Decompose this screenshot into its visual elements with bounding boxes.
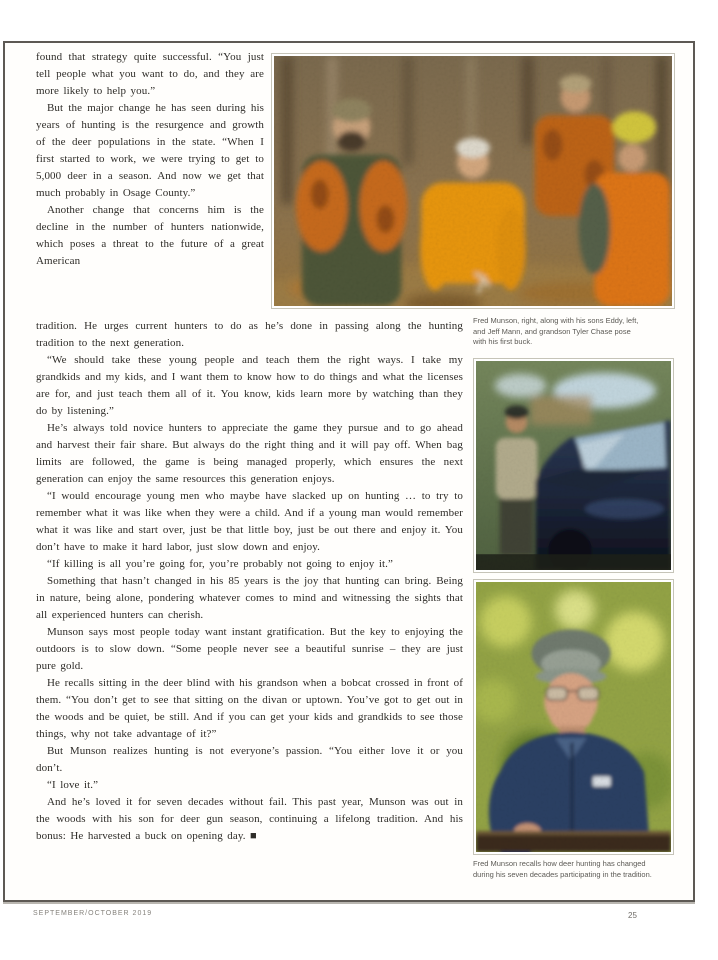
article-paragraph: tradition. He urges current hunters to do as he’s done in passing along the hunting tradition to the next generation.	[36, 320, 463, 349]
article-column-main	[36, 318, 463, 845]
article-paragraph: Munson says most people today want instant gratification. But the key to enjoying the outdoors is to slow down. “Some people never see a beautiful sunrise – they are just pure gold.	[36, 626, 463, 672]
article-paragraph: “We should take these young people and teach them the right ways. I take my grandkids and my kids, and I want them to know how to do things and what the licenses are for, and just teach them all of it. You know, kids learn more by watching than they do by listening.”	[36, 354, 463, 417]
photo-warden-truck	[473, 358, 674, 573]
article-column-left	[36, 49, 264, 270]
article-paragraph: “I would encourage young men who maybe have slacked up on hunting … to try to remember what it was like when they were a child. And if a young man would remember what it was like and start over, just be that little boy, just be out there and enjoy it. You don’t have to make it hard labor, just slow down and enjoy.	[36, 490, 463, 553]
article-paragraph: He’s always told novice hunters to appreciate the game they pursue and to go ahead and harvest their fair share. But always do the right thing and it will pay off. When bag limits are followed, the game is being managed properly, which ensures the next generation can enjoy the same resources this generation enjoys.	[36, 422, 463, 485]
footer-page-number: 25	[628, 911, 637, 920]
photo-hunting-group	[271, 53, 675, 309]
photo-caption: Fred Munson, right, along with his sons Eddy, left, and Jeff Mann, and grandson Tyler Chase pose with his first buck.	[473, 316, 639, 346]
article-paragraph: But Munson realizes hunting is not everyone’s passion. “You either love it or you don’t.	[36, 745, 463, 774]
article-paragraph: Another change that concerns him is the decline in the number of hunters nationwide, which poses a threat to the future of a great American	[36, 204, 264, 267]
article-paragraph: found that strategy quite successful. “You just tell people what you want to do, and they are more likely to help you.”	[36, 51, 264, 97]
article-paragraph: Something that hasn’t changed in his 85 years is the joy that hunting can bring. Being in nature, being alone, pondering whatever comes to mind and witnessing the sights that all experienced hunters can cherish.	[36, 575, 463, 621]
article-paragraph: He recalls sitting in the deer blind with his grandson when a bobcat crossed in front of them. “You don’t get to see that sitting on the divan or uptown. You’ve got to get out in the woods and be quiet, be still. And if you can get your kids and grandkids to see those things, why not take advantage of it?”	[36, 677, 463, 740]
article-paragraph: “If killing is all you’re going for, you’re probably not going to enjoy it.”	[47, 558, 393, 570]
article-paragraph: But the major change he has seen during his years of hunting is the resurgence and growth of the deer populations in the state. “When I first started to work, we were trying to get to 5,000 deer in a season. And now we get that much probably in Osage County.”	[36, 102, 264, 199]
article-paragraph: “I love it.”	[47, 779, 99, 791]
footer-issue-date: SEPTEMBER/OCTOBER 2019	[33, 910, 153, 917]
photo-munson-portrait	[473, 579, 674, 855]
photo-caption: Fred Munson recalls how deer hunting has changed during his seven decades participating in the tradition.	[473, 859, 652, 879]
article-paragraph: And he’s loved it for seven decades without fail. This past year, Munson was out in the woods with his son for deer gun season, continuing a lifelong tradition. And his bonus: He harvested a buck on opening day. ■	[36, 796, 463, 842]
